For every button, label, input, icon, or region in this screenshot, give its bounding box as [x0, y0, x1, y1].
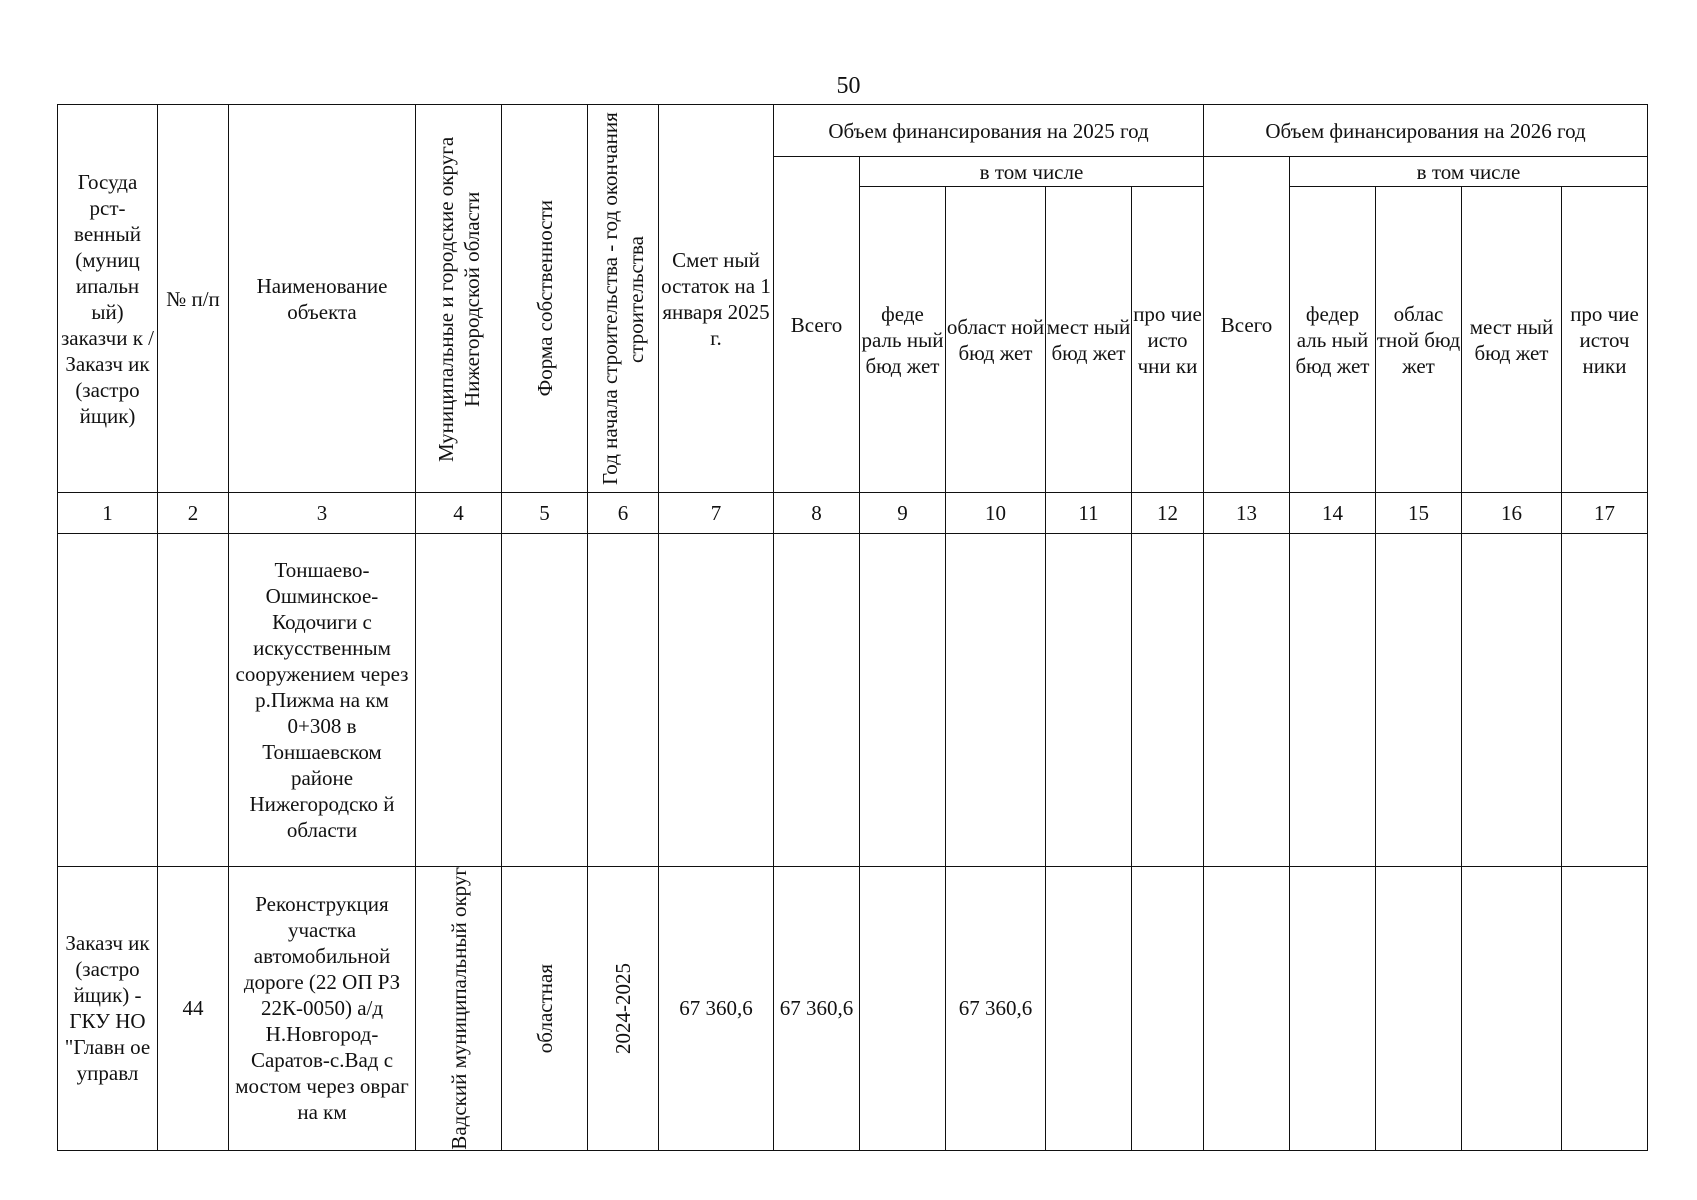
regional-2026-cell: [1376, 534, 1462, 867]
object-name-cell: Тоншаево- Ошминское- Кодочиги с искусственным сооружением через р.Пижма на км 0+308 в Тоншаевском районе Нижегородско й области: [229, 534, 416, 867]
header-ownership-text: Форма собственности: [532, 200, 557, 397]
years-text: 2024-2025: [611, 962, 635, 1054]
header-total-2026: [1204, 157, 1290, 493]
header-regional-2025-text: област ной бюд жет: [946, 314, 1045, 365]
header-municipal: [416, 105, 502, 493]
header-federal-2026-text: федер аль ный бюд жет: [1295, 301, 1370, 378]
header-number-text: № п/п: [166, 286, 220, 311]
header-including-2025: [860, 157, 1204, 187]
column-number: 14: [1290, 493, 1376, 534]
header-federal-2026: [1290, 187, 1376, 493]
column-number: 1: [58, 493, 158, 534]
header-ownership: [502, 105, 588, 493]
total-2026-cell: [1204, 867, 1290, 1151]
estimated-balance-cell: 67 360,6: [659, 867, 774, 1151]
header-other-2025-text: про чие исто чни ки: [1133, 301, 1202, 378]
header-including-2025-text: в том числе: [979, 159, 1084, 184]
column-number: 6: [588, 493, 659, 534]
header-local-2025-text: мест ный бюд жет: [1046, 314, 1131, 365]
header-federal-2025: [860, 187, 946, 493]
federal-2026-cell: [1290, 534, 1376, 867]
other-2025-cell: [1132, 534, 1204, 867]
header-local-2026-text: мест ный бюд жет: [1469, 314, 1554, 365]
header-including-2026: [1290, 157, 1648, 187]
header-local-2026: [1462, 187, 1562, 493]
local-2025-cell: [1046, 867, 1132, 1151]
column-number: 16: [1462, 493, 1562, 534]
column-number: 8: [774, 493, 860, 534]
ownership-text: областная: [532, 963, 557, 1053]
total-2026-cell: [1204, 534, 1290, 867]
local-2026-cell: [1462, 534, 1562, 867]
other-2026-cell: [1562, 534, 1648, 867]
header-other-2025: [1132, 187, 1204, 493]
ownership-cell: [502, 534, 588, 867]
header-years-text: Год начала строительства - год окончания строительства: [598, 112, 648, 485]
column-number: 9: [860, 493, 946, 534]
header-local-2025: [1046, 187, 1132, 493]
header-number: [158, 105, 229, 493]
estimated-balance-cell: [659, 534, 774, 867]
header-regional-2026-text: облас тной бюд жет: [1376, 301, 1461, 378]
other-2026-cell: [1562, 867, 1648, 1151]
header-total-2025: [774, 157, 860, 493]
column-number: 3: [229, 493, 416, 534]
column-number: 13: [1204, 493, 1290, 534]
header-regional-2025: [946, 187, 1046, 493]
header-object-name: [229, 105, 416, 493]
header-estimated-balance-text: Смет ный остаток на 1 января 2025 г.: [661, 247, 771, 350]
page-number: 50: [836, 73, 861, 99]
header-municipal-text: Муниципальные и городские округа Нижегородской области: [433, 135, 484, 462]
column-number: 4: [416, 493, 502, 534]
header-total-2026-text: Всего: [1220, 312, 1273, 337]
header-federal-2025-text: феде раль ный бюд жет: [861, 301, 944, 378]
header-years: [588, 105, 659, 493]
other-2025-cell: [1132, 867, 1204, 1151]
regional-2025-cell: [946, 534, 1046, 867]
header-funding-2026: [1204, 105, 1648, 157]
municipal-cell: [416, 867, 502, 1151]
federal-2025-cell: [860, 534, 946, 867]
table-row: [58, 867, 1648, 1151]
years-cell: [588, 534, 659, 867]
municipal-cell: [416, 534, 502, 867]
header-other-2026-text: про чие источ ники: [1570, 301, 1639, 378]
total-2025-cell: 67 360,6: [774, 867, 860, 1151]
column-number: 17: [1562, 493, 1648, 534]
column-number: 11: [1046, 493, 1132, 534]
federal-2026-cell: [1290, 867, 1376, 1151]
header-customer: [58, 105, 158, 493]
header-funding-2025-text: Объем финансирования на 2025 год: [828, 118, 1149, 143]
column-number: 7: [659, 493, 774, 534]
column-number: 15: [1376, 493, 1462, 534]
table-row: [58, 534, 1648, 867]
customer-cell: [58, 534, 158, 867]
total-2025-cell: [774, 534, 860, 867]
column-number: 12: [1132, 493, 1204, 534]
local-2026-cell: [1462, 867, 1562, 1151]
header-including-2026-text: в том числе: [1416, 159, 1521, 184]
header-estimated-balance: [659, 105, 774, 493]
header-other-2026: [1562, 187, 1648, 493]
header-customer-text: Госуда рст- венный (муниц ипальн ый) заказчи к / Заказч ик (застро йщик): [60, 169, 155, 428]
years-cell: [588, 867, 659, 1151]
regional-2026-cell: [1376, 867, 1462, 1151]
header-funding-2025: [774, 105, 1204, 157]
header-funding-2026-text: Объем финансирования на 2026 год: [1265, 118, 1586, 143]
customer-cell: Заказч ик (застро йщик) - ГКУ НО "Главн ое управл: [58, 867, 158, 1151]
header-object-name-text: Наименование объекта: [256, 273, 388, 324]
column-numbers-row: [58, 493, 1648, 534]
object-name-cell: Реконструкция участка автомобильной дороге (22 ОП РЗ 22К-0050) а/д Н.Новгород- Саратов-с.Вад с мостом через овраг на км: [229, 867, 416, 1151]
number-cell: 44: [158, 867, 229, 1151]
header-regional-2026: [1376, 187, 1462, 493]
number-cell: [158, 534, 229, 867]
column-number: 5: [502, 493, 588, 534]
header-total-2025-text: Всего: [790, 312, 843, 337]
column-number: 10: [946, 493, 1046, 534]
local-2025-cell: [1046, 534, 1132, 867]
regional-2025-cell: 67 360,6: [946, 867, 1046, 1151]
municipal-text: Вадский муниципальный округ: [446, 867, 471, 1150]
column-number: 2: [158, 493, 229, 534]
federal-2025-cell: [860, 867, 946, 1151]
ownership-cell: [502, 867, 588, 1151]
financing-table: [57, 104, 1648, 1151]
